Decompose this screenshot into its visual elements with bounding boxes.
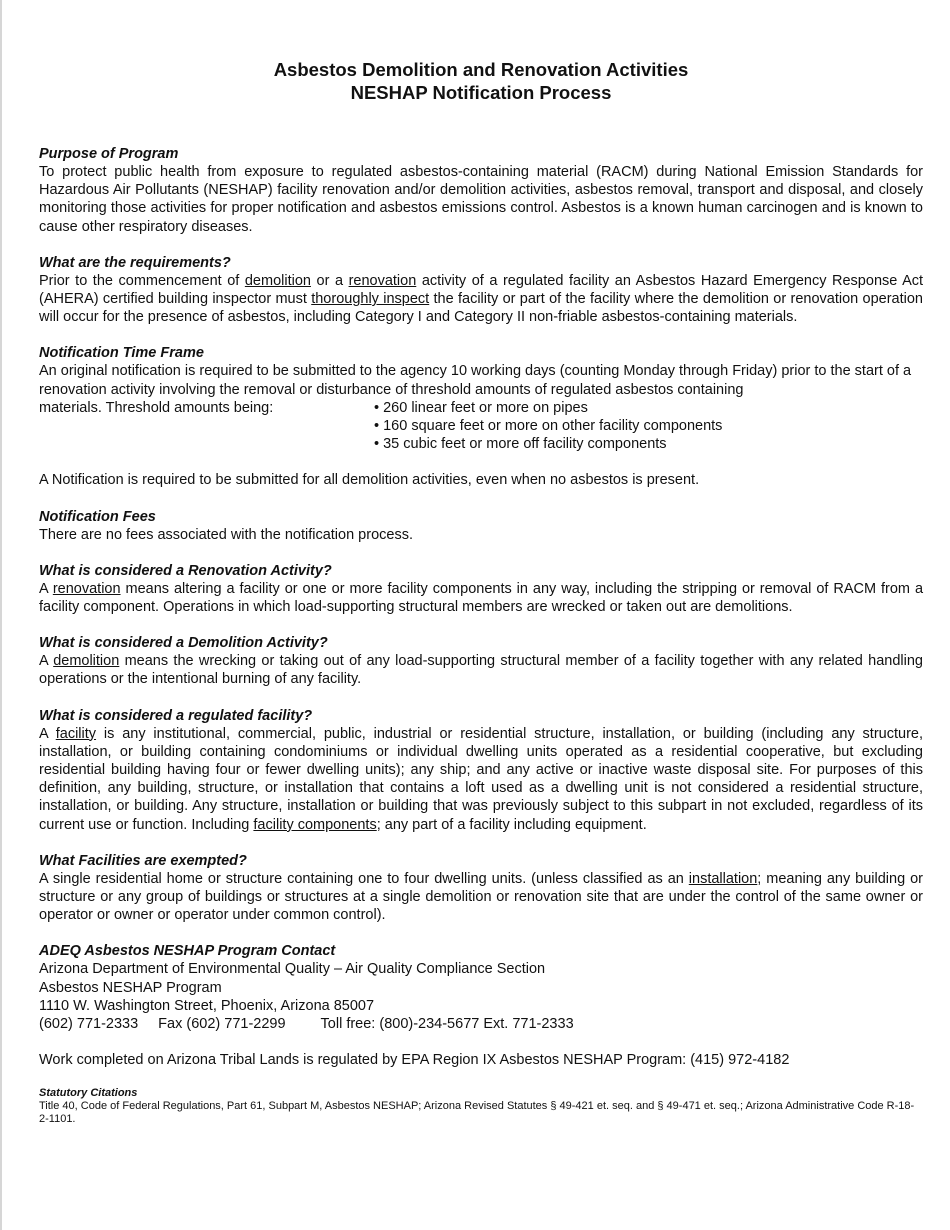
- requirements-text-3: activity of a regulated facility an Asbestos Hazard Emergency Response Act (AHERA) certified building inspector must: [39, 272, 924, 308]
- exempted-text-2: ; meaning any building or structure or any group of buildings or structures at a single demolition or renovation site that are under the control of the same owner or operator or owner or operator under common control).: [39, 870, 923, 924]
- link-demolition-def: demolition: [53, 653, 120, 670]
- title-line-2: NESHAP Notification Process: [350, 82, 612, 103]
- link-installation: installation: [688, 870, 758, 887]
- facility-text-2: is any institutional, commercial, public, industrial or residential structure, installation, or building (including any structure, installation, or building containing condominiums or individual dwelling units operated as a residential cooperative, but excluding residential building having four or fewer dwelling units); any ship; and any active or inactive waste disposal site. For purposes of this definition, any building, structure, or installation that contains a loft used as a dwelling unit is not considered a residential structure, installation, or building. Any structure, installation or building that was previously subject to this subpart in not excluded, regardless of its current use or function. Including: [39, 725, 923, 833]
- demolition-text: [39, 652, 923, 688]
- requirements-section: [39, 254, 923, 327]
- threshold-item: • 260 linear feet or more on pipes: [374, 399, 588, 416]
- purpose-text: To protect public health from exposure to regulated asbestos-containing material (RACM) during National Emission Standards for Hazardous Air Pollutants (NESHAP) facility renovation and/or demolition activities, asbestos removal, transport and disposal, and closely monitoring those activities for proper notification and asbestos emissions control. Asbestos is a known human carcinogen and is known to cause other respiratory diseases.: [39, 164, 923, 235]
- contact-heading: ADEQ Asbestos NESHAP Program Contact: [39, 943, 336, 960]
- citations-text: Title 40, Code of Federal Regulations, Part 61, Subpart M, Asbestos NESHAP; Arizona Revised Statutes § 49-421 et. seq. and § 49-471 et. seq.; Arizona Administrative Code R-18-2-1101.: [39, 1099, 915, 1125]
- contact-address: 1110 W. Washington Street, Phoenix, Arizona 85007: [39, 997, 375, 1014]
- facility-text-1: A: [39, 725, 56, 742]
- tribal-lands-note: Work completed on Arizona Tribal Lands is regulated by EPA Region IX Asbestos NESHAP Program: (415) 972-4182: [39, 1052, 790, 1069]
- contact-phone-line: [39, 1015, 923, 1033]
- citations-heading: Statutory Citations: [39, 1086, 138, 1099]
- timeframe-text: An original notification is required to be submitted to the agency 10 working days (counting Monday through Friday) prior to the start of a renovation activity involving the removal or disturbance of threshold amounts of regulated asbestos containing: [39, 363, 912, 398]
- requirements-text-2: or a: [310, 272, 349, 289]
- threshold-label: materials. Threshold amounts being:: [39, 399, 274, 416]
- requirements-text-4: the facility or part of the facility where the demolition or renovation operation will occur for the presence of asbestos, including Category I and Category II non-friable asbestos-containing materials.: [39, 291, 923, 326]
- facility-heading: What is considered a regulated facility?: [39, 707, 313, 724]
- purpose-section: [39, 145, 923, 236]
- contact-department: Arizona Department of Environmental Quality – Air Quality Compliance Section: [39, 961, 546, 978]
- facility-text-3: ; any part of a facility including equipment.: [376, 816, 647, 833]
- exempted-section: [39, 852, 923, 925]
- purpose-heading: Purpose of Program: [39, 146, 179, 162]
- citations-section: [39, 1086, 923, 1127]
- link-demolition: demolition: [244, 272, 311, 289]
- document-page: [39, 58, 923, 1127]
- demolition-text-1: A: [39, 653, 54, 670]
- document-title: [39, 58, 923, 104]
- requirements-text-1: Prior to the commencement of: [39, 272, 245, 289]
- link-facility-components: facility components: [253, 816, 377, 833]
- threshold-item: • 160 square feet or more on other facility components: [374, 418, 723, 435]
- exempted-text: [39, 870, 923, 925]
- timeframe-heading: Notification Time Frame: [39, 345, 204, 362]
- fees-section: [39, 508, 923, 544]
- threshold-item: • 35 cubic feet or more off facility components: [374, 436, 667, 453]
- demolition-text-2: means the wrecking or taking out of any load-supporting structural member of a facility together with any related handling operations or the intentional burning of any facility.: [39, 653, 923, 688]
- fees-heading: Notification Fees: [39, 508, 156, 525]
- link-thoroughly-inspect: thoroughly inspect: [311, 291, 430, 308]
- contact-program: Asbestos NESHAP Program: [39, 979, 222, 996]
- link-renovation: renovation: [348, 272, 417, 289]
- exempted-heading: What Facilities are exempted?: [39, 852, 247, 869]
- title-line-1: Asbestos Demolition and Renovation Activities: [273, 59, 689, 80]
- link-renovation-def: renovation: [52, 580, 121, 597]
- renovation-text: [39, 580, 923, 616]
- demolition-notification-note: A Notification is required to be submitted for all demolition activities, even when no asbestos is present.: [39, 472, 700, 489]
- renovation-text-2: means altering a facility or one or more facility components in any way, including the stripping or removal of RACM from a facility component. Operations in which load-supporting structural members are wrecked or taken out are demolitions.: [39, 580, 924, 616]
- exempted-text-1: A single residential home or structure containing one to four dwelling units. (unless classified as an: [39, 870, 689, 887]
- requirements-text: [39, 272, 923, 327]
- link-facility: facility: [55, 725, 97, 742]
- fees-text: There are no fees associated with the notification process.: [39, 526, 413, 543]
- contact-fax: Fax (602) 771-2299: [158, 1016, 286, 1033]
- demolition-section: [39, 634, 923, 688]
- contact-phone: (602) 771-2333: [39, 1016, 139, 1033]
- timeframe-section: [39, 344, 923, 489]
- renovation-section: [39, 562, 923, 616]
- contact-section: [39, 942, 923, 1033]
- contact-tollfree: Toll free: (800)-234-5677 Ext. 771-2333: [320, 1016, 574, 1033]
- renovation-text-1: A: [39, 580, 53, 597]
- facility-section: [39, 707, 923, 834]
- facility-text: [39, 725, 923, 834]
- demolition-heading: What is considered a Demolition Activity?: [39, 635, 328, 652]
- renovation-heading: What is considered a Renovation Activity?: [39, 562, 332, 579]
- threshold-block: [39, 399, 923, 454]
- requirements-heading: What are the requirements?: [39, 254, 231, 271]
- page-edge: [0, 0, 2, 1230]
